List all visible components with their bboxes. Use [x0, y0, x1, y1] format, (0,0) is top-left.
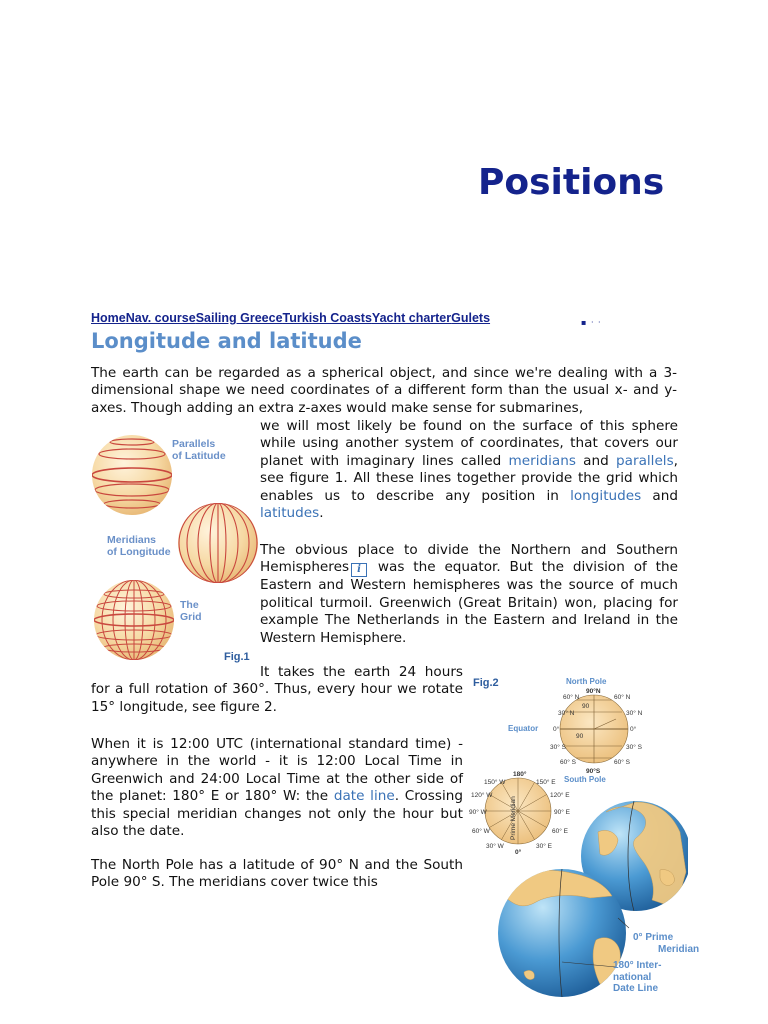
- label-90n: 90°N: [586, 688, 601, 695]
- nav-link-nav-course[interactable]: Nav. course: [125, 311, 196, 325]
- lon-90e: 90° E: [554, 809, 570, 816]
- text: .: [319, 505, 324, 522]
- lon-90w: 90° W: [469, 809, 487, 816]
- page-title: Positions: [478, 162, 665, 203]
- text: , see figure 1. All these lines together provide the grid which enables us to describe any position in: [260, 452, 678, 504]
- globe-meridians: [178, 503, 258, 583]
- lon-180: 180°: [513, 771, 527, 778]
- label-line: Meridians: [107, 534, 157, 546]
- text: When it is 12:00 UTC (international standard time) - anywhere in the world - it is 12:00 Local Time in Greenwich and 24:00 Local Time at the other side of the planet: 180° E or 180° W: the: [91, 736, 463, 805]
- lon-60w: 60° W: [472, 828, 490, 835]
- lon-150w: 150° W: [484, 779, 506, 786]
- nav-decoration: ▪ · ·: [581, 318, 602, 327]
- label-equator: Equator: [508, 724, 539, 733]
- label-south-pole: South Pole: [564, 775, 606, 784]
- inner-90: 90: [582, 703, 590, 710]
- nav-link-sailing-greece[interactable]: Sailing Greece: [195, 311, 283, 325]
- lat-right-60n: 60° N: [614, 694, 631, 701]
- nav-link-home[interactable]: Home: [91, 311, 126, 325]
- label-line: Meridian: [658, 943, 700, 955]
- section-heading: Longitude and latitude: [91, 329, 362, 353]
- label-date-line: [613, 960, 661, 995]
- label-line: Grid: [180, 611, 202, 623]
- lat-left-0: 0°: [553, 726, 560, 733]
- lat-right-60s: 60° S: [614, 759, 630, 766]
- info-icon[interactable]: i: [351, 563, 367, 577]
- lon-0: 0°: [515, 849, 522, 856]
- label-grid: [180, 599, 202, 623]
- label-line: of Latitude: [172, 450, 226, 462]
- label-line: Date Line: [613, 983, 659, 994]
- paragraph-intro-continued: [260, 418, 678, 522]
- earth-globe-date-line: [498, 869, 626, 997]
- lat-left-60n: 60° N: [563, 694, 580, 701]
- label-90s: 90°S: [586, 768, 601, 775]
- label-line: of Longitude: [107, 546, 171, 558]
- paragraph-hemispheres: [260, 542, 678, 647]
- text: and: [575, 452, 617, 469]
- longitude-polar-disc: [485, 778, 551, 844]
- label-line: Parallels: [172, 438, 216, 450]
- figure-1-caption: Fig.1: [224, 651, 250, 663]
- lon-60e: 60° E: [552, 828, 568, 835]
- label-prime-meridian-rotated: Prime Meridian: [510, 796, 517, 840]
- paragraph-intro: The earth can be regarded as a spherical object, and since we're dealing with a 3-dimensional shape we need coordinates of a different form than the usual x- and y-axes. Though adding an extra z-axes would make sense for submarines,: [91, 365, 677, 416]
- lat-right-30n: 30° N: [626, 710, 643, 717]
- text: The obvious place to divide the Northern and Southern Hemispheres: [260, 542, 678, 576]
- label-prime-meridian: [633, 932, 699, 955]
- keyword-parallels[interactable]: parallels: [616, 452, 674, 469]
- keyword-latitudes[interactable]: latitudes: [260, 505, 320, 522]
- label-line: national: [613, 971, 652, 983]
- lon-30w: 30° W: [486, 843, 504, 850]
- label-line: 180° Inter-: [613, 960, 662, 971]
- inner-90b: 90: [576, 733, 584, 740]
- lon-120w: 120° W: [471, 792, 493, 799]
- label-parallels: [172, 438, 226, 462]
- globe-grid: [94, 580, 174, 660]
- nav-bar: [91, 311, 490, 325]
- lon-120e: 120° E: [550, 792, 570, 799]
- text: was the equator. But the division of the Eastern and Western hemispheres was the source of much political turmoil. Greenwich (Great Britain) won, placing for example The Netherlands in the Eastern and Ireland in the Western Hemisphere.: [260, 559, 678, 646]
- latitude-side-globe: [560, 695, 628, 763]
- figure-2-caption: Fig.2: [473, 677, 499, 689]
- text: . Crossing this special meridian changes not only the hour but also the date.: [91, 788, 463, 840]
- lon-150e: 150° E: [536, 779, 556, 786]
- keyword-longitudes[interactable]: longitudes: [570, 487, 642, 504]
- label-north-pole: North Pole: [566, 677, 607, 686]
- label-line: 0° Prime: [633, 932, 674, 943]
- keyword-date-line[interactable]: date line: [333, 788, 395, 805]
- paragraph-poles: The North Pole has a latitude of 90° N and the South Pole 90° S. The meridians cover twice this: [91, 857, 463, 891]
- nav-link-yacht-charter[interactable]: Yacht charter: [371, 311, 452, 325]
- nav-link-gulets[interactable]: Gulets: [451, 311, 491, 325]
- paragraph-rotation: It takes the earth 24 hours for a full rotation of 360°. Thus, every hour we rotate 15° longitude, see figure 2.: [91, 664, 463, 715]
- lat-right-0: 0°: [630, 726, 637, 733]
- lat-left-60s: 60° S: [560, 759, 576, 766]
- lat-left-30n: 30° N: [558, 710, 575, 717]
- paragraph-date-line: [91, 736, 463, 840]
- label-meridians: [107, 534, 171, 558]
- label-line: The: [180, 599, 199, 611]
- text: and: [641, 487, 678, 504]
- nav-link-turkish-coasts[interactable]: Turkish Coasts: [282, 311, 372, 325]
- lat-left-30s: 30° S: [550, 744, 566, 751]
- keyword-meridians[interactable]: meridians: [508, 452, 576, 469]
- lon-30e: 30° E: [536, 843, 552, 850]
- text: we will most likely be found on the surface of this sphere while using another system of coordinates, that covers our planet with imaginary lines called: [260, 418, 678, 469]
- globe-parallels: [92, 435, 172, 515]
- lat-right-30s: 30° S: [626, 744, 642, 751]
